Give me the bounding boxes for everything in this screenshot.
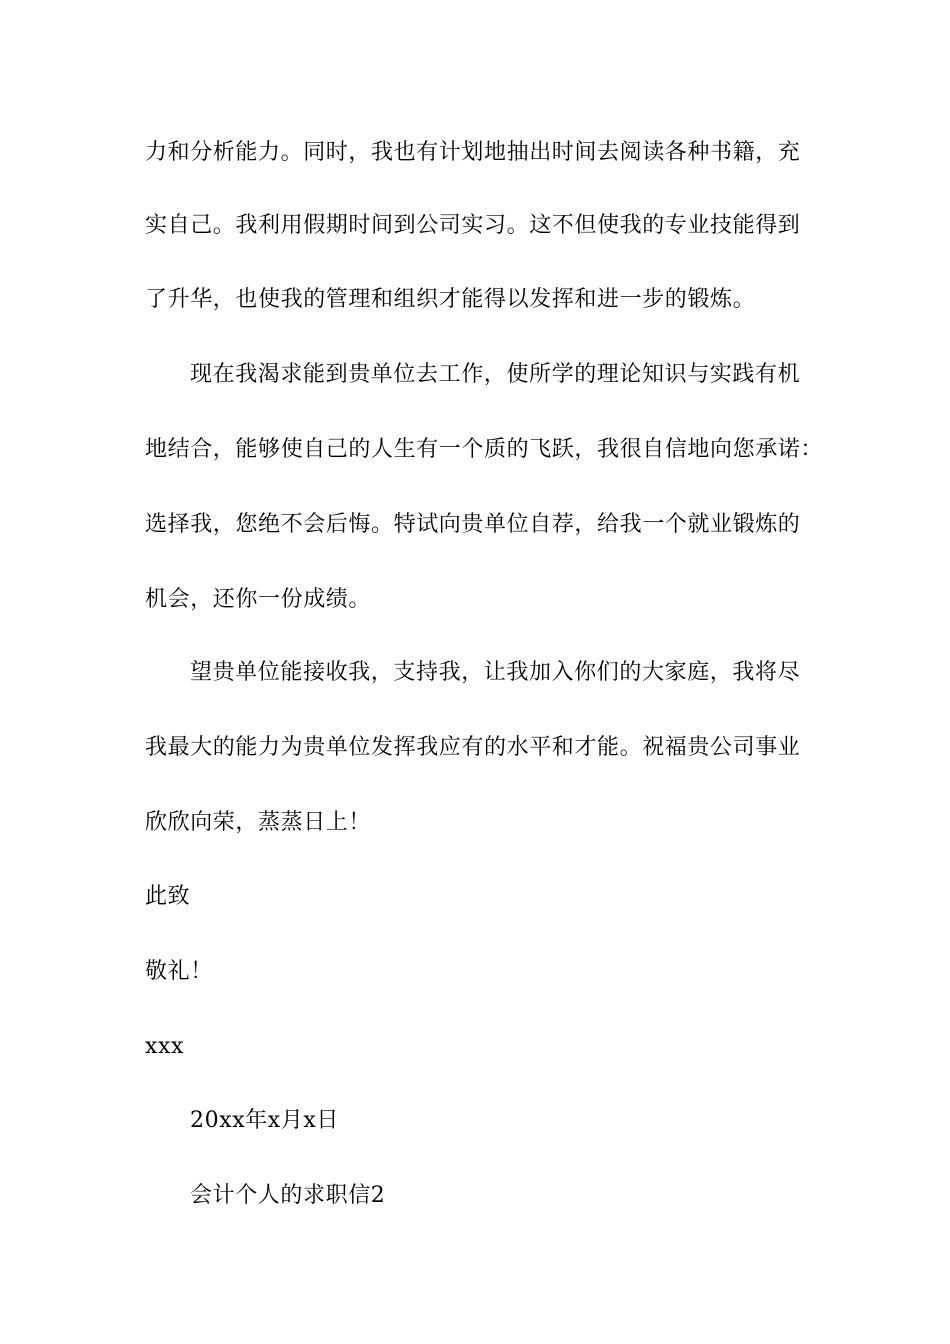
closing-line: 此致 bbox=[145, 884, 191, 909]
paragraph-line: 望贵单位能接收我，支持我，让我加入你们的大家庭，我将尽 bbox=[190, 660, 801, 685]
paragraph-line: 选择我，您绝不会后悔。特试向贵单位自荐，给我一个就业锻炼的 bbox=[145, 512, 801, 537]
paragraph-line: 我最大的能力为贵单位发挥我应有的水平和才能。祝福贵公司事业 bbox=[145, 735, 801, 760]
paragraph-line: 力和分析能力。同时，我也有计划地抽出时间去阅读各种书籍，充 bbox=[145, 140, 801, 165]
paragraph-line: 欣欣向荣，蒸蒸日上！ bbox=[145, 810, 372, 835]
signature-name: xxx bbox=[145, 1034, 185, 1059]
signature-date: 20xx年x月x日 bbox=[190, 1108, 340, 1133]
salutation-line: 敬礼！ bbox=[145, 959, 213, 984]
paragraph-line: 地结合，能够使自己的人生有一个质的飞跃，我很自信地向您承诺： bbox=[145, 437, 824, 462]
section-heading: 会计个人的求职信2 bbox=[190, 1183, 386, 1208]
paragraph-line: 实自己。我利用假期时间到公司实习。这不但使我的专业技能得到 bbox=[145, 213, 801, 238]
paragraph-line: 了升华，也使我的管理和组织才能得以发挥和进一步的锻炼。 bbox=[145, 287, 756, 312]
paragraph-line: 现在我渴求能到贵单位去工作，使所学的理论知识与实践有机 bbox=[190, 362, 801, 387]
paragraph-line: 机会，还你一份成绩。 bbox=[145, 587, 372, 612]
